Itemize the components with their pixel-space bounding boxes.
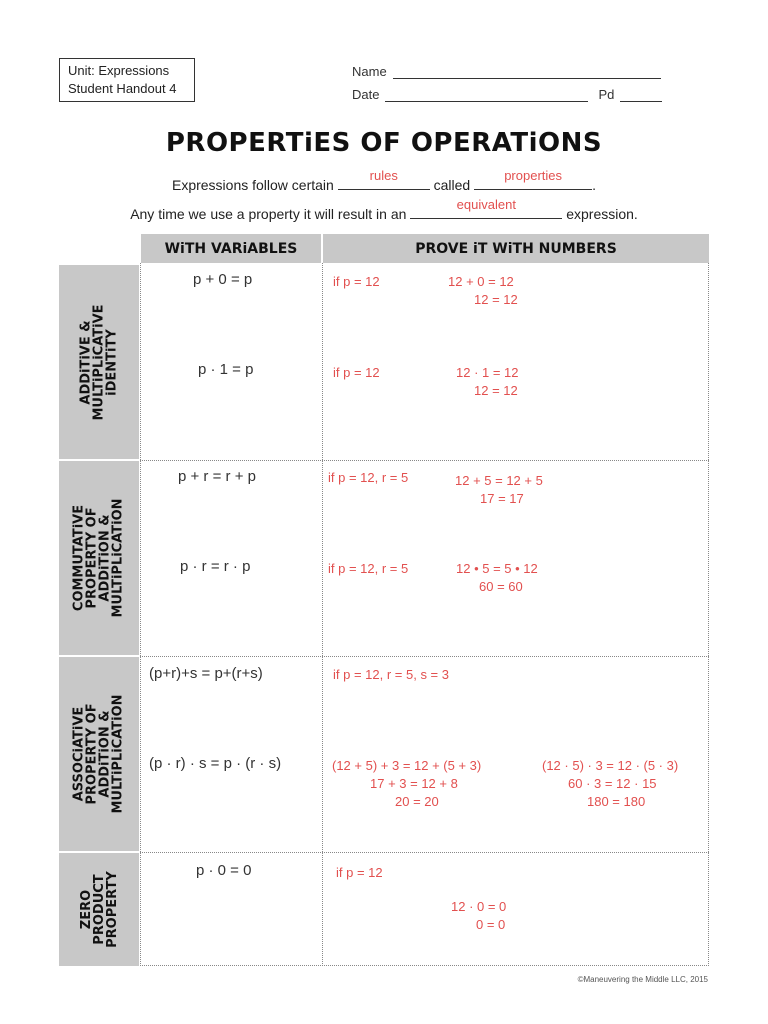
sentence2-part1: Any time we use a property it will result in an [130, 206, 407, 222]
side-label-commutative [59, 461, 139, 655]
sentence-rules [0, 168, 768, 193]
zero-product-formula: p · 0 = 0 [196, 862, 252, 879]
pd-label: Pd [598, 87, 615, 102]
unit-label: Unit: Expressions [68, 63, 170, 78]
blank-properties [474, 168, 592, 190]
grid-line [140, 656, 709, 657]
copyright-notice: ©Maneuvering the Middle LLC, 2015 [577, 975, 708, 984]
associative-mul-line1: (12 · 5) · 3 = 12 · (5 · 3) [542, 758, 679, 773]
sentence1-part2: called [433, 177, 471, 193]
date-field[interactable] [385, 87, 588, 102]
commutative-proof2-if: if p = 12, r = 5 [328, 561, 409, 576]
date-label: Date [352, 87, 380, 102]
answer-properties: properties [504, 168, 563, 183]
commutative-proof2-line2: 60 = 60 [479, 579, 523, 594]
commutative-addition-formula: p + r = r + p [178, 468, 256, 485]
identity-proof1-line1: 12 + 0 = 12 [448, 274, 514, 289]
grid-line [708, 263, 709, 966]
blank-equivalent [410, 197, 562, 219]
zero-product-proof-if: if p = 12 [336, 865, 383, 880]
identity-proof1-line2: 12 = 12 [474, 292, 518, 307]
identity-proof1-if: if p = 12 [333, 274, 380, 289]
commutative-proof1-if: if p = 12, r = 5 [328, 470, 409, 485]
associative-add-line2: 17 + 3 = 12 + 8 [370, 776, 458, 791]
sentence1-part1: Expressions follow certain [171, 177, 334, 193]
associative-add-line3: 20 = 20 [395, 794, 439, 809]
header-prove-with-numbers: PROVE iT WiTH NUMBERS [323, 234, 709, 263]
commutative-proof1-line2: 17 = 17 [480, 491, 524, 506]
answer-rules: rules [369, 168, 398, 183]
handout-label: Student Handout 4 [68, 81, 177, 96]
properties-table [59, 234, 709, 966]
sentence2-part2: expression. [566, 206, 638, 222]
answer-equivalent: equivalent [456, 197, 516, 212]
header-with-variables: WiTH VARiABLES [141, 234, 321, 263]
commutative-label: COMMUTATiVE PROPERTY OF ADDiTiON & MULTiPLiCATiON [72, 498, 127, 618]
unit-info-box [59, 58, 195, 102]
commutative-proof2-line1: 12 • 5 = 5 • 12 [456, 561, 538, 576]
commutative-proof1-line1: 12 + 5 = 12 + 5 [455, 473, 543, 488]
side-label-associative [59, 657, 139, 851]
name-field[interactable] [393, 64, 661, 79]
zero-product-proof-line1: 12 · 0 = 0 [451, 899, 507, 914]
additive-identity-formula: p + 0 = p [193, 271, 253, 288]
associative-proof-if: if p = 12, r = 5, s = 3 [333, 667, 449, 682]
name-label: Name [352, 64, 387, 79]
sentence-equivalent [0, 197, 768, 222]
associative-mul-line2: 60 · 3 = 12 · 15 [568, 776, 657, 791]
associative-mul-line3: 180 = 180 [587, 794, 646, 809]
associative-label: ASSOCiATiVE PROPERTY OF ADDiTiON & MULTiPLiCATiON [72, 694, 127, 814]
identity-label: ADDiTiVE & MULTiPLiCATiVE iDENTiTY [78, 303, 120, 421]
identity-proof2-line1: 12 · 1 = 12 [456, 365, 519, 380]
side-label-zero-product [59, 853, 139, 966]
zero-product-label: ZERO PRODUCT PROPERTY [78, 871, 120, 948]
pd-field[interactable] [620, 87, 662, 102]
grid-line [140, 460, 709, 461]
sentence1-period: . [592, 177, 596, 193]
grid-line [140, 852, 709, 853]
associative-add-line1: (12 + 5) + 3 = 12 + (5 + 3) [332, 758, 482, 773]
multiplicative-identity-formula: p · 1 = p [198, 361, 254, 378]
zero-product-proof-line2: 0 = 0 [476, 917, 506, 932]
grid-line [140, 263, 141, 966]
page-title: PROPERTiES OF OPERATiONS [165, 128, 603, 158]
grid-line [140, 965, 709, 966]
identity-proof2-line2: 12 = 12 [474, 383, 518, 398]
identity-proof2-if: if p = 12 [333, 365, 380, 380]
associative-addition-formula: (p+r)+s = p+(r+s) [149, 665, 263, 682]
grid-line [322, 263, 323, 966]
commutative-multiplication-formula: p · r = r · p [180, 558, 251, 575]
name-date-block [352, 56, 662, 102]
associative-multiplication-formula: (p · r) · s = p · (r · s) [149, 755, 282, 772]
side-label-identity [59, 265, 139, 459]
blank-rules [338, 168, 430, 190]
